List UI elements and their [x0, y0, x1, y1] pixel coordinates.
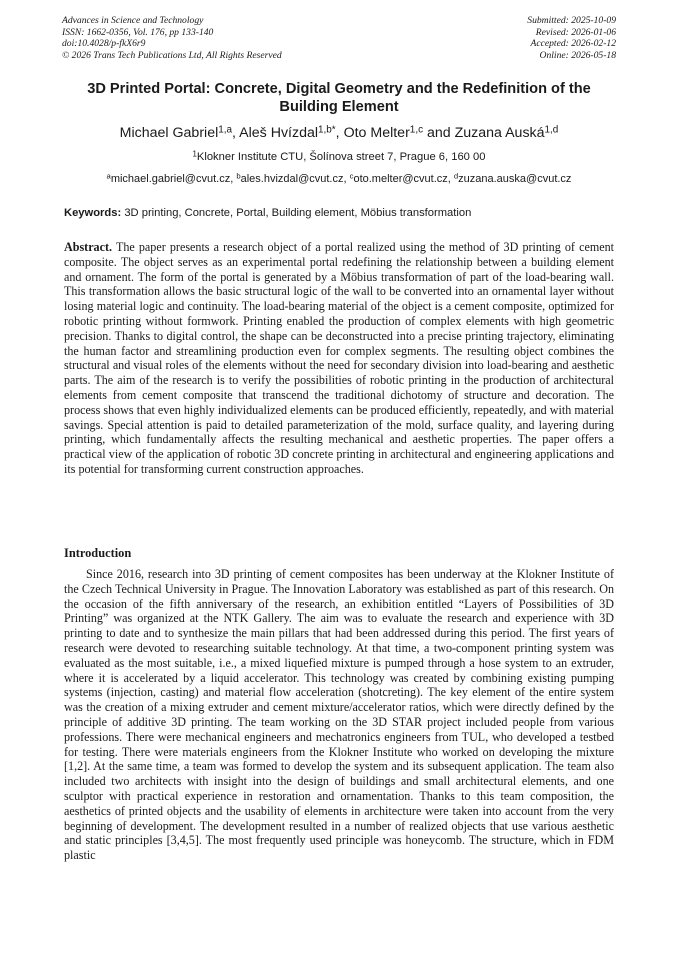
- affiliation-marker: 1: [192, 149, 197, 159]
- abstract: [64, 240, 614, 477]
- date-online: Online: 2026-05-18: [539, 49, 616, 61]
- email-link[interactable]: michael.gabriel@cvut.cz,: [110, 173, 237, 185]
- keywords: [64, 206, 616, 220]
- journal-info: [62, 15, 282, 61]
- date-revised: Revised: 2026-01-06: [535, 26, 616, 38]
- journal-doi[interactable]: doi:10.4028/p-fkX6r9: [62, 38, 146, 50]
- author-separator: ,: [232, 125, 240, 141]
- author-emails: [40, 172, 638, 186]
- section-heading-introduction: Introduction: [64, 546, 132, 560]
- paper-title: 3D Printed Portal: Concrete, Digital Geometry and the Redefinition of the Building Element: [87, 81, 591, 115]
- email-link[interactable]: zuzana.auska@cvut.cz: [458, 173, 572, 185]
- journal-name: Advances in Science and Technology: [62, 15, 204, 26]
- date-submitted: Submitted: 2025-10-09: [527, 15, 616, 26]
- date-accepted: Accepted: 2026-02-12: [530, 38, 616, 50]
- abstract-label: Abstract.: [64, 240, 113, 254]
- author-name: Oto Melter: [343, 125, 410, 141]
- email-link[interactable]: oto.melter@cvut.cz,: [353, 173, 454, 185]
- author-separator: ,: [335, 125, 344, 141]
- author-affiliation: [40, 150, 638, 164]
- introduction-paragraph: Since 2016, research into 3D printing of cement composites has been underway at the Klokner Institute of the Czech Technical University in Prague. The Innovation Laboratory was established as part of this research. On the occasion of the fifth anniversary of the research, an exhibition entitled “Layers of Possibilities of 3D Printing” was organized at the NTK Gallery. The aim was to evaluate the research and experience with 3D printing to date and to synthesize the main pillars that had been addressed during this period. The first years of research were devoted to researching suitable technology. At that time, a two-component printing system was evaluated as the most suitable, i.e., a mixed liquefied mixture is pumped through a hose system to an extruder, where it is accelerated by a liquid accelerator. This technology was created by combining existing pumping systems (injection, casting) and material flow acceleration (shotcreting). The key element of the entire system was the creation of a mixing extruder and cement mixture/accelerator ratios, which were directly defined by the principle of additive 3D printing. The team working on the 3D STAR project included people from various professions. There were mechanical engineers and mechatronics engineers from TUL, who developed a testbed for testing. There were materials engineers from the Klokner Institute who worked on developing the mixture [1,2]. At the same time, a team was formed to develop the system and its subsequent application. The team also included two architects with insight into the design of buildings and small architectural elements, and one sculptor with practical experience in restoration and ornamentation. Thanks to this team composition, the aesthetics of printed objects and the usability of elements in architecture were taken into account from the very beginning of development. The development resulted in a number of realized objects that use various aesthetic and static principles [3,4,5]. The most frequently used principle was honeycomb. The structure, which in FDM plastic: [64, 567, 614, 863]
- author-affiliation-marker: 1,a: [218, 124, 233, 136]
- author-name: Aleš Hvízdal: [239, 125, 319, 141]
- journal-copyright: © 2026 Trans Tech Publications Ltd, All Rights Reserved: [62, 49, 282, 61]
- abstract-text: The paper presents a research object of a portal realized using the method of 3D printing of cement composite. The object serves as an experimental portal redefining the relationship between a building element and ornament. The form of the portal is generated by a Möbius transformation of part of the load-bearing wall. This transformation allows the basic structural logic of the wall to be converted into an ornamental layer without losing material logic and continuity. The load-bearing material of the object is a cement composite, optimized for robotic printing without formwork. Printing enabled the production of complex elements with high geometric precision. Thanks to digital control, the shape can be deconstructed into a precise printing trajectory, eliminating the human factor and streamlining production even for complex segments. The resulting object combines the structural and visual roles of the elements without the need for secondary division into load-bearing and aesthetic parts. The aim of the research is to verify the possibilities of robotic printing in the production of architectural elements from cement composite that transcend the traditional dichotomy of structure and decoration. The process shows that even highly individualized elements can be produced efficiently, repeatedly, and with material savings. Special attention is paid to detailed parameterization of the mold, surface quality, and layering during printing, which fundamentally affects the resulting mechanical and aesthetic properties. The paper offers a practical view of the application of robotic 3D concrete printing in architectural and engineering applications and its potential for transforming current construction approaches.: [64, 240, 614, 476]
- author-list: [40, 124, 638, 142]
- email-marker: a: [106, 171, 111, 181]
- keywords-label: Keywords:: [64, 207, 122, 219]
- author-separator: and: [423, 125, 455, 141]
- email-link[interactable]: ales.hvizdal@cvut.cz,: [240, 173, 350, 185]
- author-name: Michael Gabriel: [119, 125, 219, 141]
- author-affiliation-marker: 1,b*: [318, 124, 336, 136]
- affiliation-text: Klokner Institute CTU, Šolínova street 7, Prague 6, 160 00: [196, 151, 486, 163]
- publication-dates: [527, 15, 616, 61]
- email-marker: c: [349, 171, 354, 181]
- author-affiliation-marker: 1,c: [409, 124, 424, 136]
- email-marker: d: [453, 171, 459, 181]
- keywords-text: 3D printing, Concrete, Portal, Building element, Möbius transformation: [124, 207, 472, 219]
- author-affiliation-marker: 1,d: [544, 124, 559, 136]
- email-marker: b: [236, 171, 241, 181]
- journal-issn: ISSN: 1662-0356, Vol. 176, pp 133-140: [62, 26, 214, 38]
- author-name: Zuzana Auská: [454, 125, 545, 141]
